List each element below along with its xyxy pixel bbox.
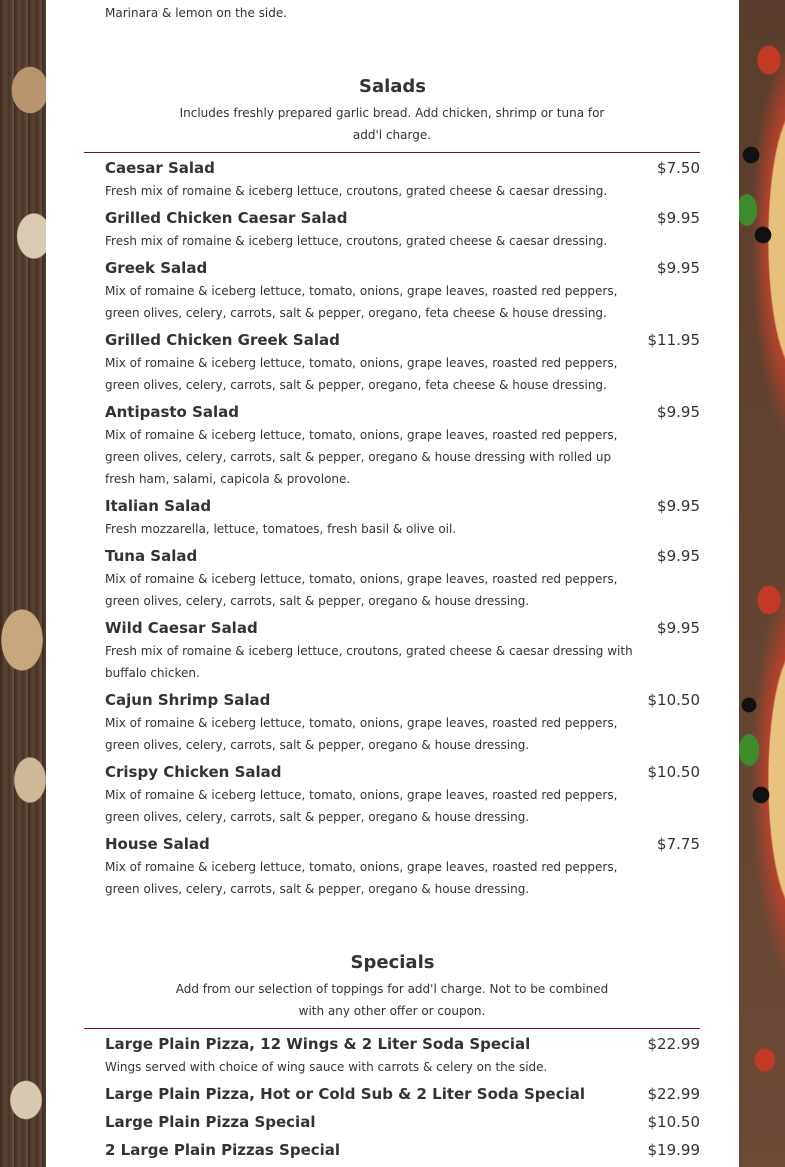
menu-item-price: $10.50 xyxy=(647,691,700,709)
menu-item-name[interactable]: Cajun Shrimp Salad xyxy=(105,691,271,709)
menu-item-name[interactable]: Greek Salad xyxy=(105,259,208,277)
menu-item-price: $9.95 xyxy=(657,619,700,637)
section-divider xyxy=(84,1028,700,1029)
menu-item-price: $9.95 xyxy=(657,209,700,227)
menu-item-price: $9.95 xyxy=(657,497,700,515)
menu-item-price: $9.95 xyxy=(657,259,700,277)
section-divider xyxy=(84,152,700,153)
section-subtitle-salads: Includes freshly prepared garlic bread. Add chicken, shrimp or tuna for add'l charge. xyxy=(179,106,605,142)
menu-item-name[interactable]: Antipasto Salad xyxy=(105,403,240,421)
menu-item-description: Mix of romaine & iceberg lettuce, tomato, onions, grape leaves, roasted red peppers, green olives, celery, carrots, salt & pepper, oregano & house dressing with rolled up fresh ham, salami, capicola & provolone. xyxy=(105,428,618,486)
menu-item-name[interactable]: Caesar Salad xyxy=(105,159,215,177)
menu-item-price: $10.50 xyxy=(647,1113,700,1131)
menu-item-name[interactable]: Crispy Chicken Salad xyxy=(105,763,282,781)
section-title-specials: Specials xyxy=(350,952,435,973)
previous-item-note: Marinara & lemon on the side. xyxy=(105,6,288,20)
menu-item-description: Mix of romaine & iceberg lettuce, tomato, onions, grape leaves, roasted red peppers, green olives, celery, carrots, salt & pepper, oregano & house dressing. xyxy=(105,788,618,824)
menu-item-name[interactable]: Grilled Chicken Caesar Salad xyxy=(105,209,348,227)
menu-item-description: Fresh mix of romaine & iceberg lettuce, croutons, grated cheese & caesar dressing. xyxy=(105,234,608,248)
section-subtitle-specials: Add from our selection of toppings for add'l charge. Not to be combined with any other offer or coupon. xyxy=(175,982,609,1018)
menu-item-description: Mix of romaine & iceberg lettuce, tomato, onions, grape leaves, roasted red peppers, green olives, celery, carrots, salt & pepper, oregano & house dressing. xyxy=(105,572,618,608)
menu-item-name[interactable]: Tuna Salad xyxy=(105,547,198,565)
menu-item-description: Wings served with choice of wing sauce with carrots & celery on the side. xyxy=(105,1060,548,1074)
menu-item-price: $10.50 xyxy=(647,763,700,781)
menu-item-price: $11.95 xyxy=(647,331,700,349)
menu-item-price: $19.99 xyxy=(647,1141,700,1159)
menu-item-description: Mix of romaine & iceberg lettuce, tomato, onions, grape leaves, roasted red peppers, green olives, celery, carrots, salt & pepper, oregano & house dressing. xyxy=(105,860,618,896)
menu-item-price: $7.50 xyxy=(657,159,700,177)
menu-item-description: Mix of romaine & iceberg lettuce, tomato, onions, grape leaves, roasted red peppers, green olives, celery, carrots, salt & pepper, oregano, feta cheese & house dressing. xyxy=(105,284,618,320)
menu-item-description: Fresh mix of romaine & iceberg lettuce, croutons, grated cheese & caesar dressing with buffalo chicken. xyxy=(105,644,633,680)
menu-item-description: Mix of romaine & iceberg lettuce, tomato, onions, grape leaves, roasted red peppers, green olives, celery, carrots, salt & pepper, oregano, feta cheese & house dressing. xyxy=(105,356,618,392)
section-title-salads: Salads xyxy=(358,76,427,97)
menu-item-description: Fresh mix of romaine & iceberg lettuce, croutons, grated cheese & caesar dressing. xyxy=(105,184,608,198)
menu-item-name[interactable]: Large Plain Pizza, 12 Wings & 2 Liter Soda Special xyxy=(105,1035,531,1053)
menu-item-name[interactable]: Grilled Chicken Greek Salad xyxy=(105,331,340,349)
menu-item-name[interactable]: 2 Large Plain Pizzas Special xyxy=(105,1141,341,1159)
menu-item-name[interactable]: Large Plain Pizza, Hot or Cold Sub & 2 Liter Soda Special xyxy=(105,1085,586,1103)
menu-item-name[interactable]: Wild Caesar Salad xyxy=(105,619,258,637)
menu-item-description: Fresh mozzarella, lettuce, tomatoes, fresh basil & olive oil. xyxy=(105,522,457,536)
menu-item-name[interactable]: Large Plain Pizza Special xyxy=(105,1113,316,1131)
menu-item-price: $22.99 xyxy=(647,1085,700,1103)
menu-item-price: $7.75 xyxy=(657,835,700,853)
menu-item-price: $22.99 xyxy=(647,1035,700,1053)
menu-item-price: $9.95 xyxy=(657,547,700,565)
menu-item-price: $9.95 xyxy=(657,403,700,421)
menu-item-description: Mix of romaine & iceberg lettuce, tomato, onions, grape leaves, roasted red peppers, green olives, celery, carrots, salt & pepper, oregano & house dressing. xyxy=(105,716,618,752)
background-left-wood xyxy=(0,0,46,1167)
menu-item-name[interactable]: House Salad xyxy=(105,835,210,853)
menu-item-name[interactable]: Italian Salad xyxy=(105,497,212,515)
background-right-pizza xyxy=(739,0,785,1167)
